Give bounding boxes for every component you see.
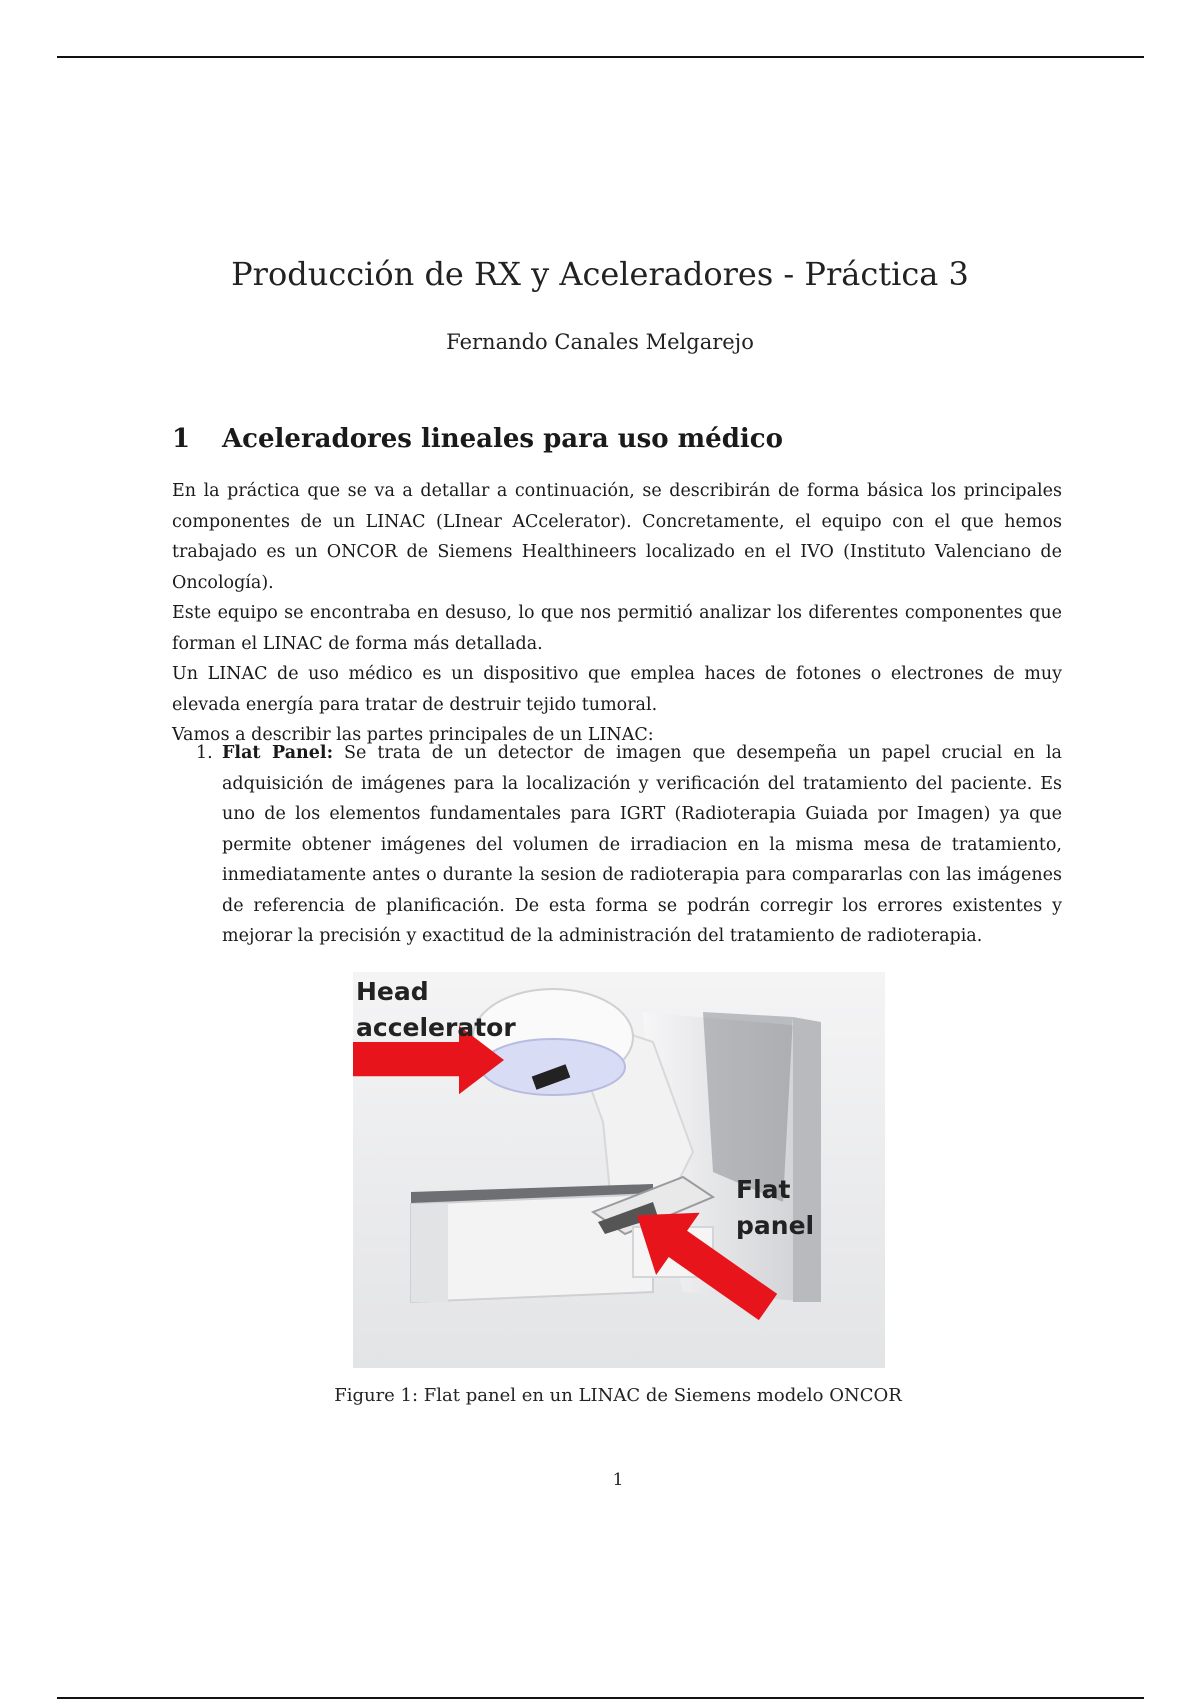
label-head-line: accelerator xyxy=(356,1013,516,1042)
label-head-line: Head xyxy=(356,977,429,1006)
section-number: 1 xyxy=(172,424,191,454)
section-title: Aceleradores lineales para uso médico xyxy=(222,424,783,454)
linac-figure xyxy=(353,972,885,1368)
list-marker: 1. xyxy=(196,743,213,763)
label-panel-line: Flat xyxy=(736,1175,791,1204)
figure-caption: Figure 1: Flat panel en un LINAC de Siemens modelo ONCOR xyxy=(334,1385,902,1406)
list-item-flat-panel xyxy=(172,738,1062,952)
component-list xyxy=(172,738,1062,952)
section-body xyxy=(172,476,1062,751)
label-flat-panel xyxy=(736,1172,814,1244)
page-number: 1 xyxy=(612,1470,624,1490)
paragraph: Vamos a describir las partes principales de un LINAC: xyxy=(172,725,654,745)
document-title: Producción de RX y Aceleradores - Práctica 3 xyxy=(231,255,969,293)
document-author: Fernando Canales Melgarejo xyxy=(446,330,754,354)
footer-rule xyxy=(57,1697,1144,1699)
paragraph: Este equipo se encontraba en desuso, lo que nos permitió analizar los diferentes componentes que forman el LINAC de forma más detallada. xyxy=(172,603,1062,654)
paragraph: En la práctica que se va a detallar a continuación, se describirán de forma básica los principales componentes de un LINAC (LInear ACcelerator). Concretamente, el equipo con el que hemos trabajado es un ONCOR de Siemens Healthineers localizado en el IVO (Instituto Valenciano de Oncología). xyxy=(172,481,1062,593)
list-term: Flat Panel: xyxy=(222,743,334,763)
label-panel-line: panel xyxy=(736,1211,815,1240)
paragraph: Un LINAC de uso médico es un dispositivo que emplea haces de fotones o electrones de muy elevada energía para tratar de destruir tejido tumoral. xyxy=(172,664,1062,715)
header-rule xyxy=(57,56,1144,58)
list-text: Se trata de un detector de imagen que desempeña un papel crucial en la adquisición de imágenes para la localización y verificación del tratamiento del paciente. Es uno de los elementos fundamentales para IGRT (Radioterapia Guiada por Imagen) ya que permite obtener imágenes del volumen de irradiacion en la misma mesa de tratamiento, inmediatamente antes o durante la sesion de radioterapia para compararlas con las imágenes de referencia de planificación. De esta forma se podrán corregir los errores existentes y mejorar la precisión y exactitud de la administración del tratamiento de radioterapia. xyxy=(222,743,1062,946)
section-heading xyxy=(172,424,1072,454)
label-head-accelerator xyxy=(356,974,516,1046)
